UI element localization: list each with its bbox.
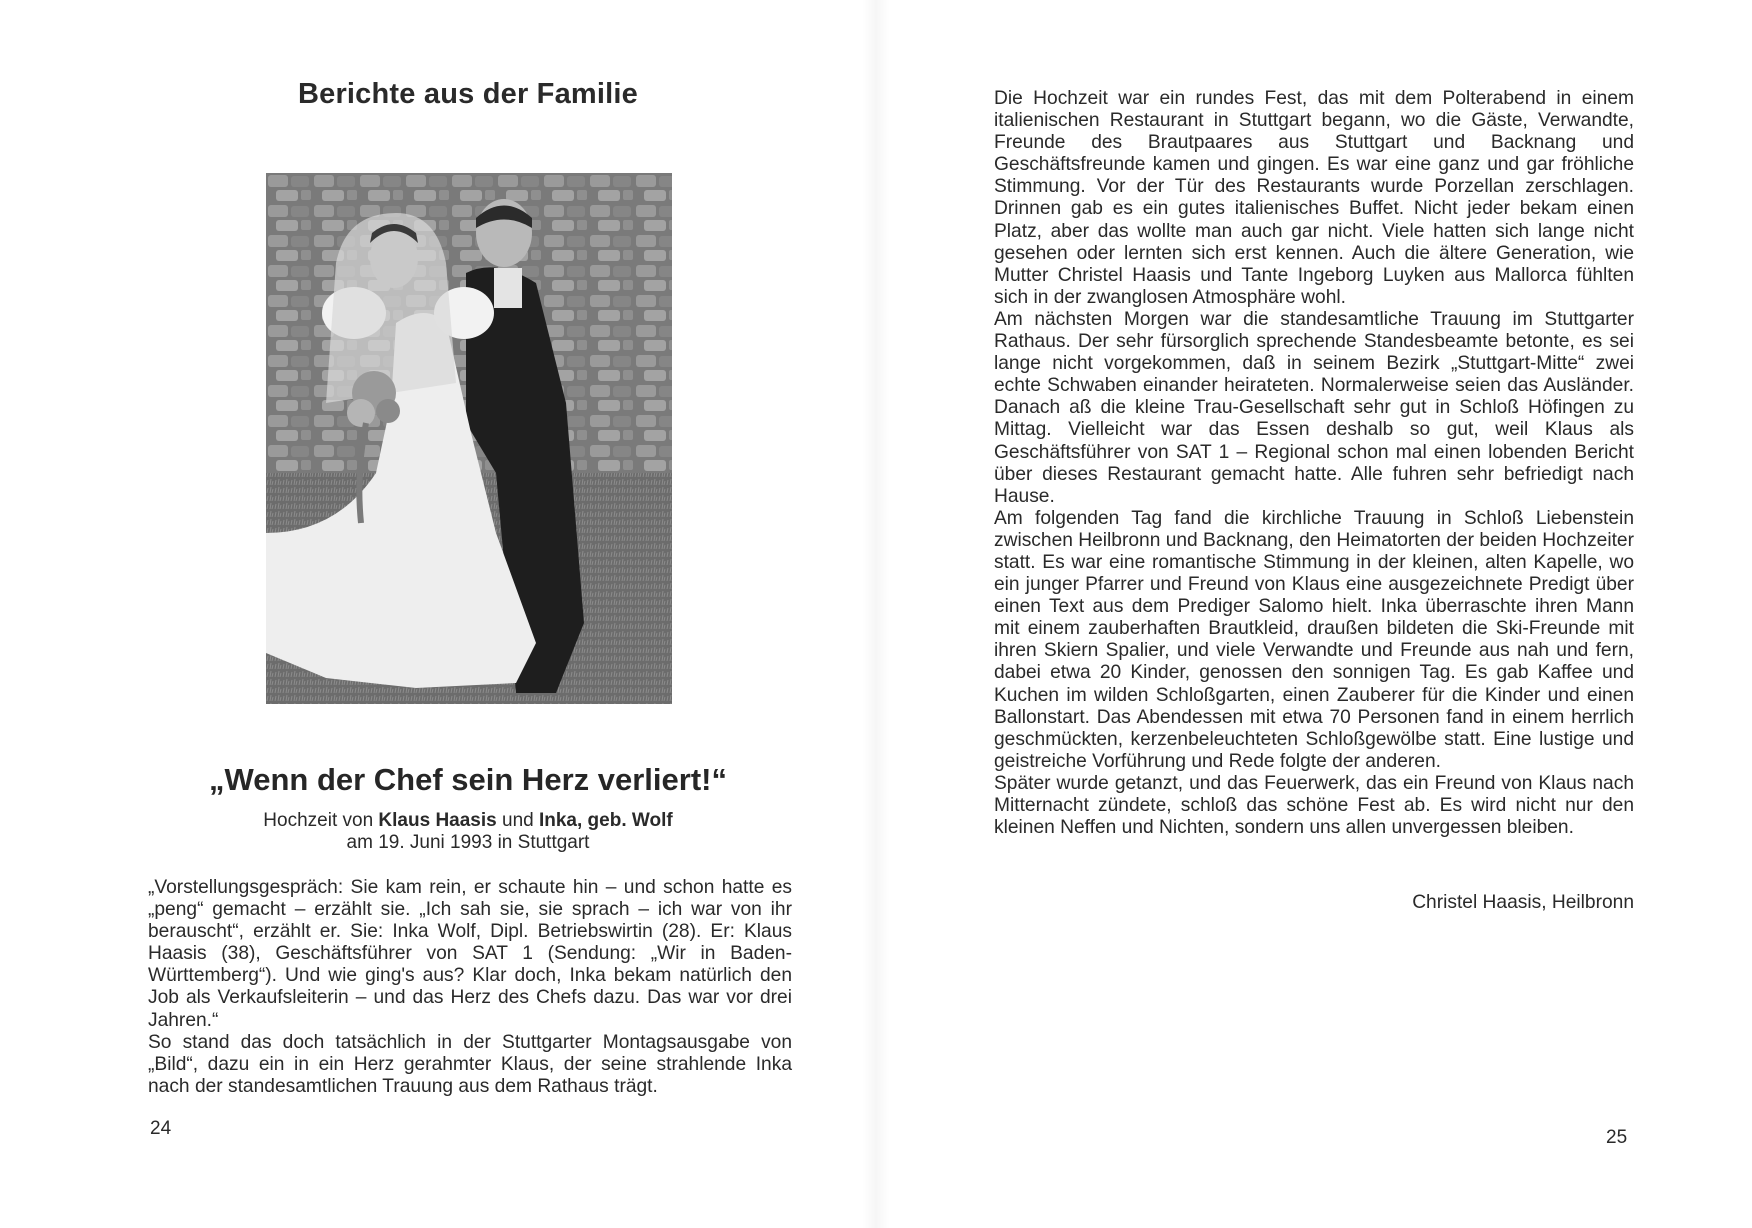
wedding-photo-graphic	[266, 173, 672, 704]
paragraph: Die Hochzeit war ein rundes Fest, das mit dem Polterabend in einem italienischen Restaurant in Stuttgart begann, wo die Gäste, Verwandte, Freunde des Brautpaares aus Stuttgart und Backnang und Geschäftsfreunde kamen und gingen. Es war eine ganz und gar fröhliche Stimmung. Vor der Tür des Restaurants wurde Porzellan zerschlagen. Drinnen gab es ein gutes italienisches Buffet. Nicht jeder bekam einen Platz, aber das wollte man auch gar nicht. Viele hatten sich lange nicht gesehen oder lernten sich erst kennen. Auch die ältere Generation, wie Mutter Christel Haasis und Tante Ingeborg Luyken aus Mallorca fühlten sich in der zwanglosen Atmosphäre wohl.	[994, 88, 1634, 308]
wedding-photo	[266, 173, 672, 704]
bride-name: Inka, geb. Wolf	[538, 810, 673, 831]
page-number: 24	[150, 1118, 172, 1139]
paragraph: Später wurde getanzt, und das Feuerwerk, das ein Freund von Klaus nach Mitternacht zündete, schloß das schöne Fest ab. Es wird nicht nur den kleinen Neffen und Nichten, sondern uns allen unvergessen bleiben.	[994, 772, 1634, 839]
paragraph: Am folgenden Tag fand die kirchliche Trauung in Schloß Liebenstein zwischen Heilbronn und Backnang, den Heimatorten der beiden Hochzeiter statt. Es war eine romantische Stimmung in der kleinen, alten Kapelle, wo ein junger Pfarrer und Freund von Klaus eine ausgezeichnete Predigt über einen Text aus dem Prediger Salomo hielt. Inka überraschte ihren Mann mit einem zauberhaften Brautkleid, draußen bildeten die Ski-Freunde mit ihren Skiern Spalier, und viele Verwandte und Freunde aus nah und fern, dabei etwa 20 Kinder, genossen den sonnigen Tag. Es gab Kaffee und Kuchen im wilden Schloßgarten, einen Zauberer für die Kinder und einen Ballonstart. Das Abendessen mit etwa 70 Personen fand in einem herrlich geschmückten, kerzenbeleuchteten Schloßgewölbe statt. Eine lustige und geistreiche Vorführung und Rede folgte der anderen.	[994, 507, 1634, 772]
paragraph: So stand das doch tatsächlich in der Stuttgarter Montagsausgabe von „Bild“, dazu ein in ein Herz gerahmter Klaus, der seine strahlende Inka nach der standesamtlichen Trauung aus dem Rathaus trägt.	[148, 1031, 792, 1097]
article-title: „Wenn der Chef sein Herz verliert!“	[209, 762, 727, 797]
article-body-left	[148, 877, 792, 1098]
groom-name: Klaus Haasis	[378, 810, 497, 831]
paragraph: „Vorstellungsgespräch: Sie kam rein, er schaute hin – und schon hatte es „peng“ gemacht – erzählt sie. „Ich sah sie, sie sprach – ich war von ihr berauscht“, erzählt er. Sie: Inka Wolf, Dipl. Betriebswirtin (28). Er: Klaus Haasis (38), Geschäftsführer von SAT 1 (Sendung: „Wir in Baden-Württemberg“). Und wie ging's aus? Klar doch, Inka bekam natürlich den Job als Verkaufsleiterin – und das Herz des Chefs dazu. Das war vor drei Jahren.“	[148, 877, 792, 1031]
subtitle-line-1	[148, 810, 788, 832]
right-page	[876, 0, 1752, 1228]
article-body-right	[994, 88, 1634, 839]
section-title: Berichte aus der Familie	[297, 78, 639, 110]
article-subtitle	[148, 810, 788, 854]
page-number: 25	[1606, 1127, 1628, 1148]
author-signature: Christel Haasis, Heilbronn	[1412, 892, 1634, 913]
subtitle-text: und	[496, 810, 539, 831]
paragraph: Am nächsten Morgen war die standesamtliche Trauung im Stuttgarter Rathaus. Der sehr fürsorglich sprechende Standesbeamte betonte, es sei lange nicht vorgekommen, daß in seinem Bezirk „Stuttgart-Mitte“ zwei echte Schwaben einander heirateten. Normalerweise seien das Ausländer. Danach aß die kleine Trau-Gesellschaft sehr gut in Schloß Höfingen zu Mittag. Vielleicht war das Essen deshalb so gut, weil Klaus als Geschäftsführer von SAT 1 – Regional schon mal einen lobenden Bericht über dieses Restaurant gemacht hatte. Alle fuhren sehr befriedigt nach Hause.	[994, 308, 1634, 507]
subtitle-text: Hochzeit von	[263, 810, 379, 831]
subtitle-line-2: am 19. Juni 1993 in Stuttgart	[346, 832, 590, 853]
